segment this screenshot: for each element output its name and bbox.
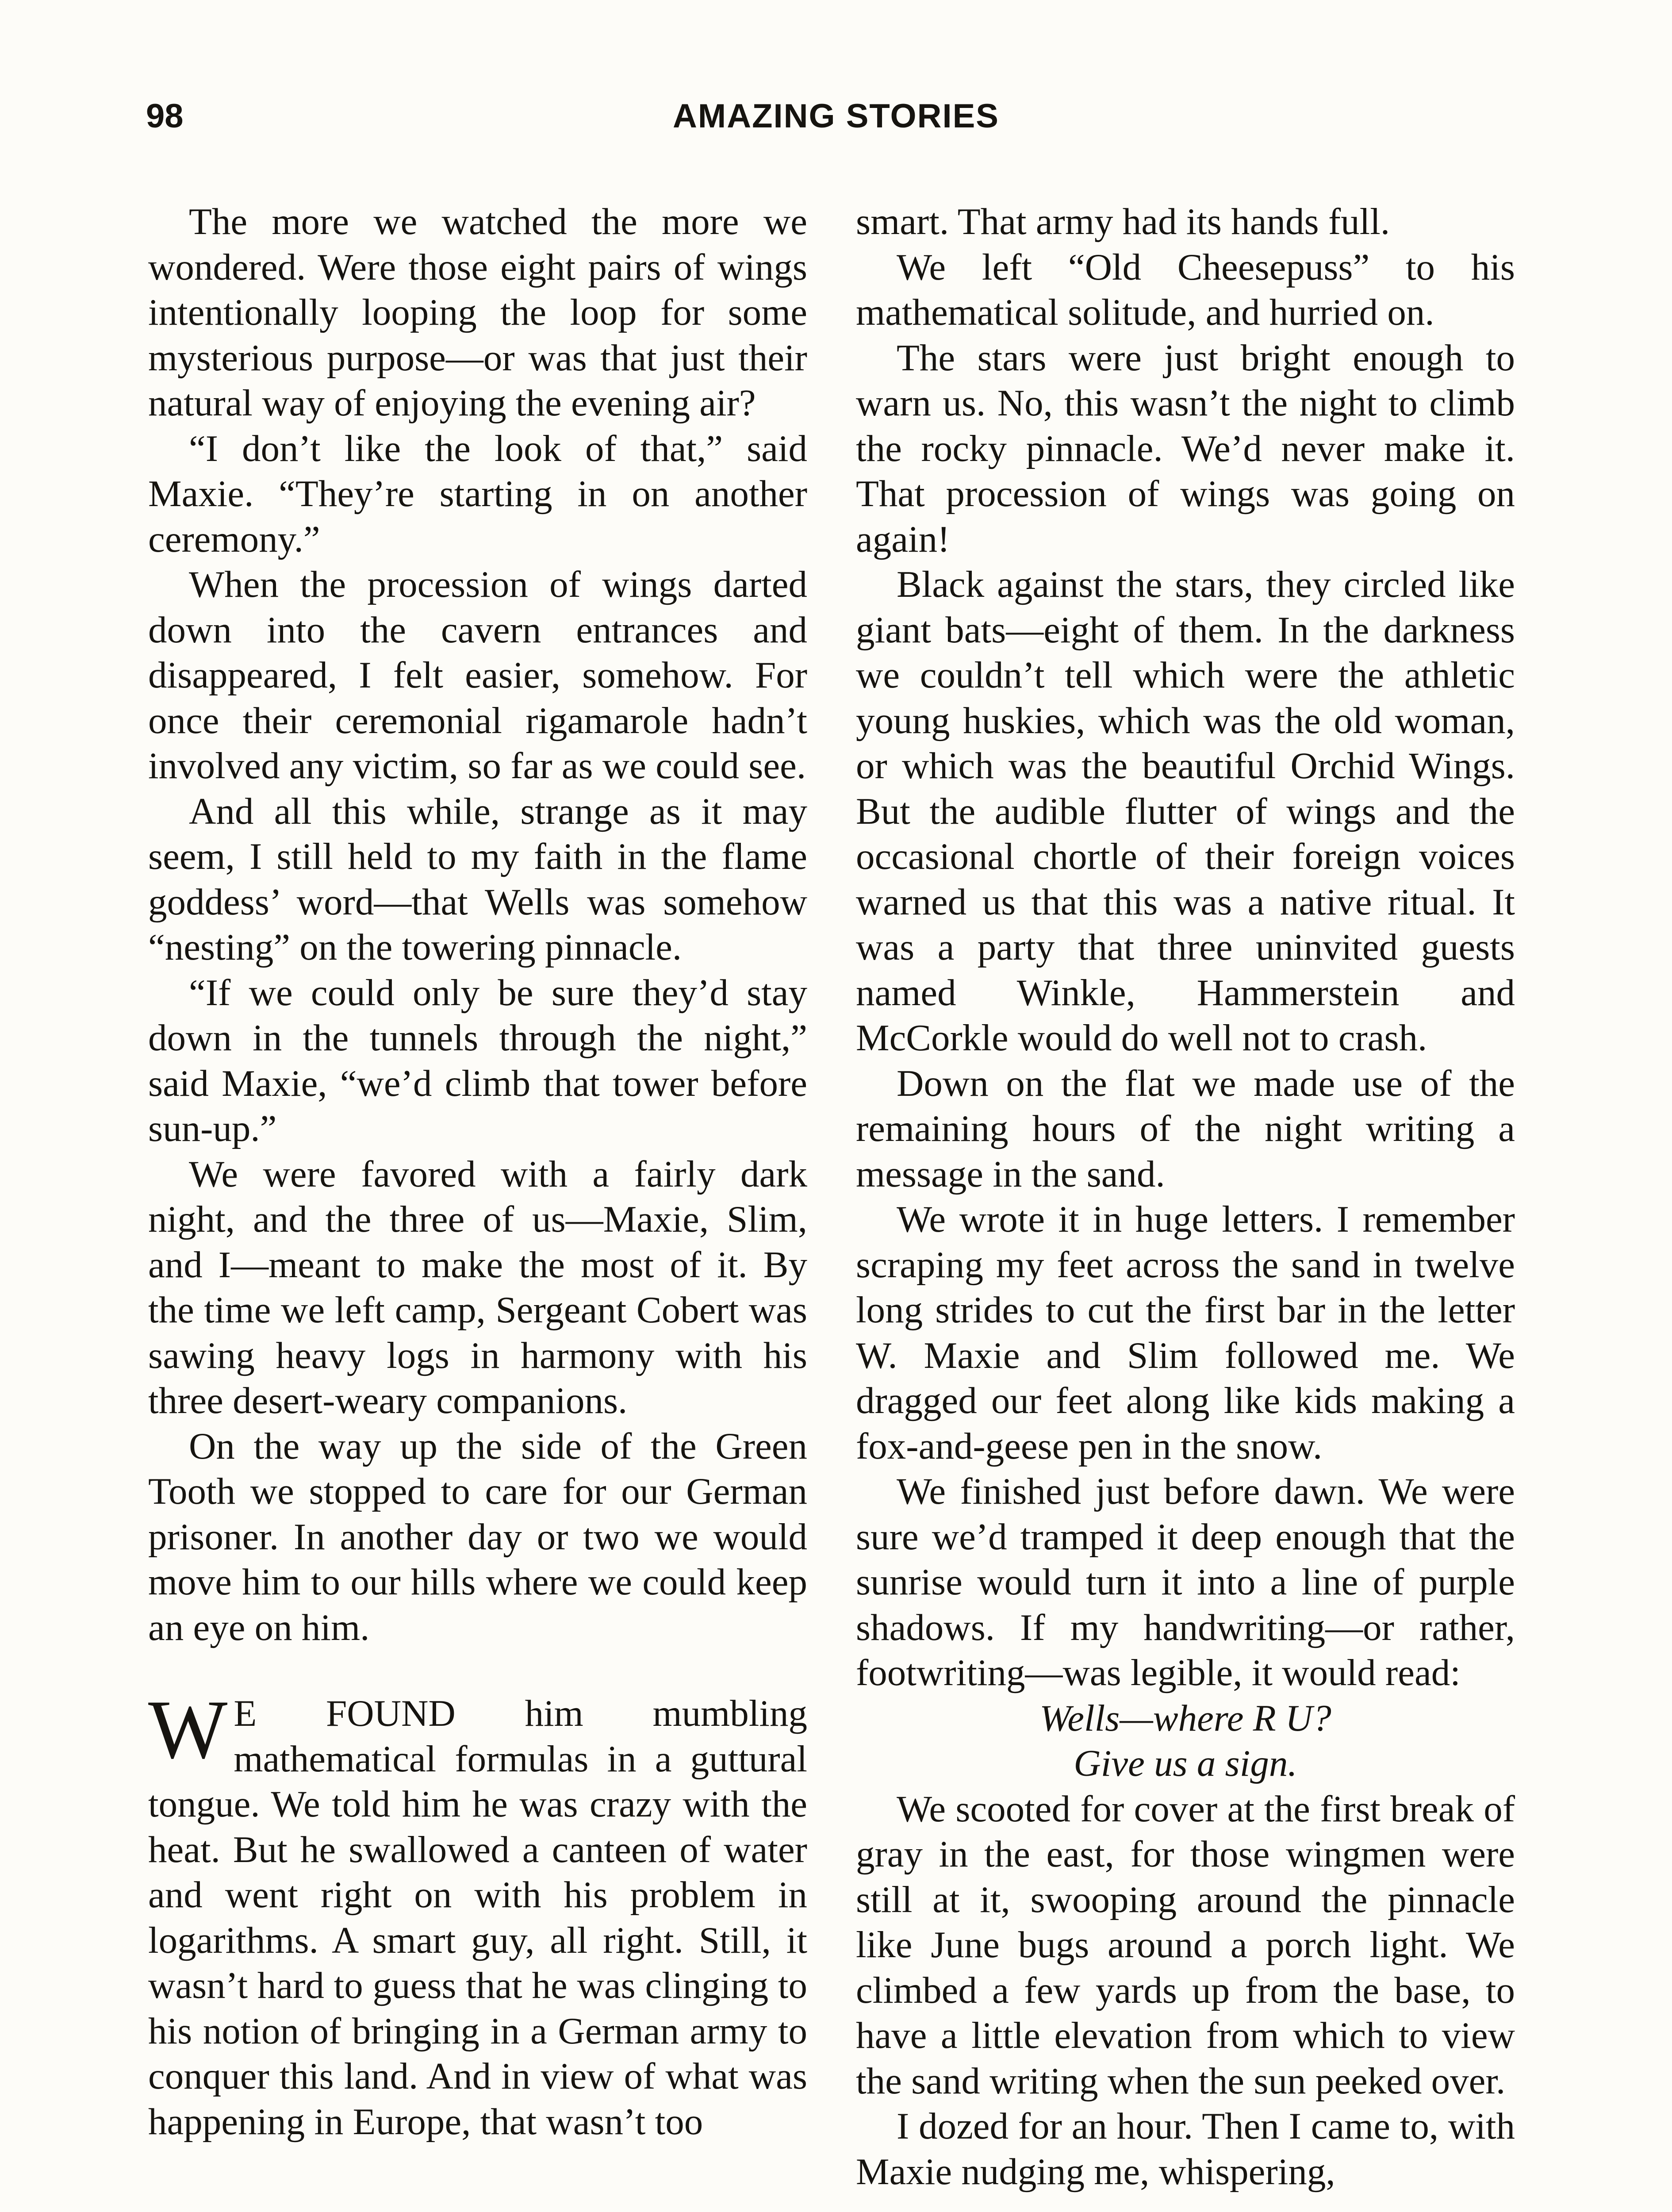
- paragraph: The more we watched the more we wondered. Were those eight pairs of wings intentionally looping the loop for some mysterious purpose—or was that just their natural way of enjoying the evening air?: [148, 201, 807, 424]
- paragraph-continued: smart. That army had its hands full.: [856, 201, 1390, 242]
- paragraph: The stars were just bright enough to warn us. No, this wasn’t the night to climb the rocky pinnacle. We’d never make it. That procession of wings was going on again!: [856, 337, 1515, 560]
- paragraph: “I don’t like the look of that,” said Maxie. “They’re starting in on another ceremony.”: [148, 427, 807, 560]
- paragraph: When the procession of wings darted down into the cavern entrances and disappeared, I felt easier, somehow. For once their ceremonial rigamarole hadn’t involved any victim, so far as we could see.: [148, 564, 807, 787]
- paragraph: We scooted for cover at the first break of gray in the east, for those wingmen were still at it, swooping around the pinnacle like June bugs around a porch light. We climbed a few yards up from the base, to have a little elevation from which to view the sand writing when the sun peeked over.: [856, 1788, 1515, 2102]
- paragraph: I dozed for an hour. Then I came to, with Maxie nudging me, whispering,: [856, 2105, 1515, 2193]
- paragraph: We were favored with a fairly dark night, and the three of us—Maxie, Slim, and I—meant to make the most of it. By the time we left camp, Sergeant Cobert was sawing heavy logs in harmony with his three desert-weary companions.: [148, 1153, 807, 1421]
- smallcaps-lead: E FOUND: [234, 1693, 456, 1734]
- paragraph: We finished just before dawn. We were sure we’d tramped it deep enough that the sunrise would turn it into a line of purple shadows. If my handwriting—or rather, footwriting—was legible, it would read:: [856, 1471, 1515, 1694]
- section-opening-paragraph: [148, 1683, 808, 2144]
- sand-message-line: Give us a sign.: [1074, 1743, 1297, 1784]
- running-title: AMAZING STORIES: [673, 97, 999, 135]
- page-number: 98: [146, 97, 184, 135]
- paragraph: We wrote it in huge letters. I remember scraping my feet across the sand in twelve long strides to cut the first bar in the letter W. Maxie and Slim followed me. We dragged our feet along like kids making a fox-and-geese pen in the snow.: [856, 1198, 1515, 1467]
- paragraph: Down on the flat we made use of the remaining hours of the night writing a message in the sand.: [856, 1062, 1515, 1195]
- right-column: [856, 199, 1515, 2194]
- paragraph: And all this while, strange as it may seem, I still held to my faith in the flame goddess’ word—that Wells was somehow “nesting” on the towering pinnacle.: [148, 790, 807, 968]
- page-header: [0, 0, 1672, 150]
- left-column: [148, 199, 807, 2144]
- sand-message-line: Wells—where R U?: [1039, 1697, 1331, 1739]
- paragraph: “If we could only be sure they’d stay down in the tunnels through the night,” said Maxie, “we’d climb that tower before sun-up.”: [148, 972, 807, 1149]
- paragraph: Black against the stars, they circled like giant bats—eight of them. In the darkness we couldn’t tell which were the athletic young huskies, which was the old woman, or which was the beautiful Orchid Wings. But the audible flutter of wings and the occasional chortle of their foreign voices warned us that this was a native ritual. It was a party that three uninvited guests named Winkle, Hammerstein and McCorkle would do well not to crash.: [856, 564, 1515, 1059]
- paragraph: We left “Old Cheesepuss” to his mathematical solitude, and hurried on.: [856, 246, 1515, 333]
- paragraph: On the way up the side of the Green Tooth we stopped to care for our German prisoner. In another day or two we would move him to our hills where we could keep an eye on him.: [148, 1425, 807, 1648]
- section-text: him mumbling mathematical formulas in a guttural tongue. We told him he was crazy with the heat. But he swallowed a canteen of water and went right on with his problem in logarithms. A smart guy, all right. Still, it wasn’t hard to guess that he was clinging to his notion of bringing in a German army to conquer this land. And in view of what was happening in Europe, that wasn’t too: [148, 1693, 808, 2143]
- drop-cap: W: [148, 1683, 228, 1776]
